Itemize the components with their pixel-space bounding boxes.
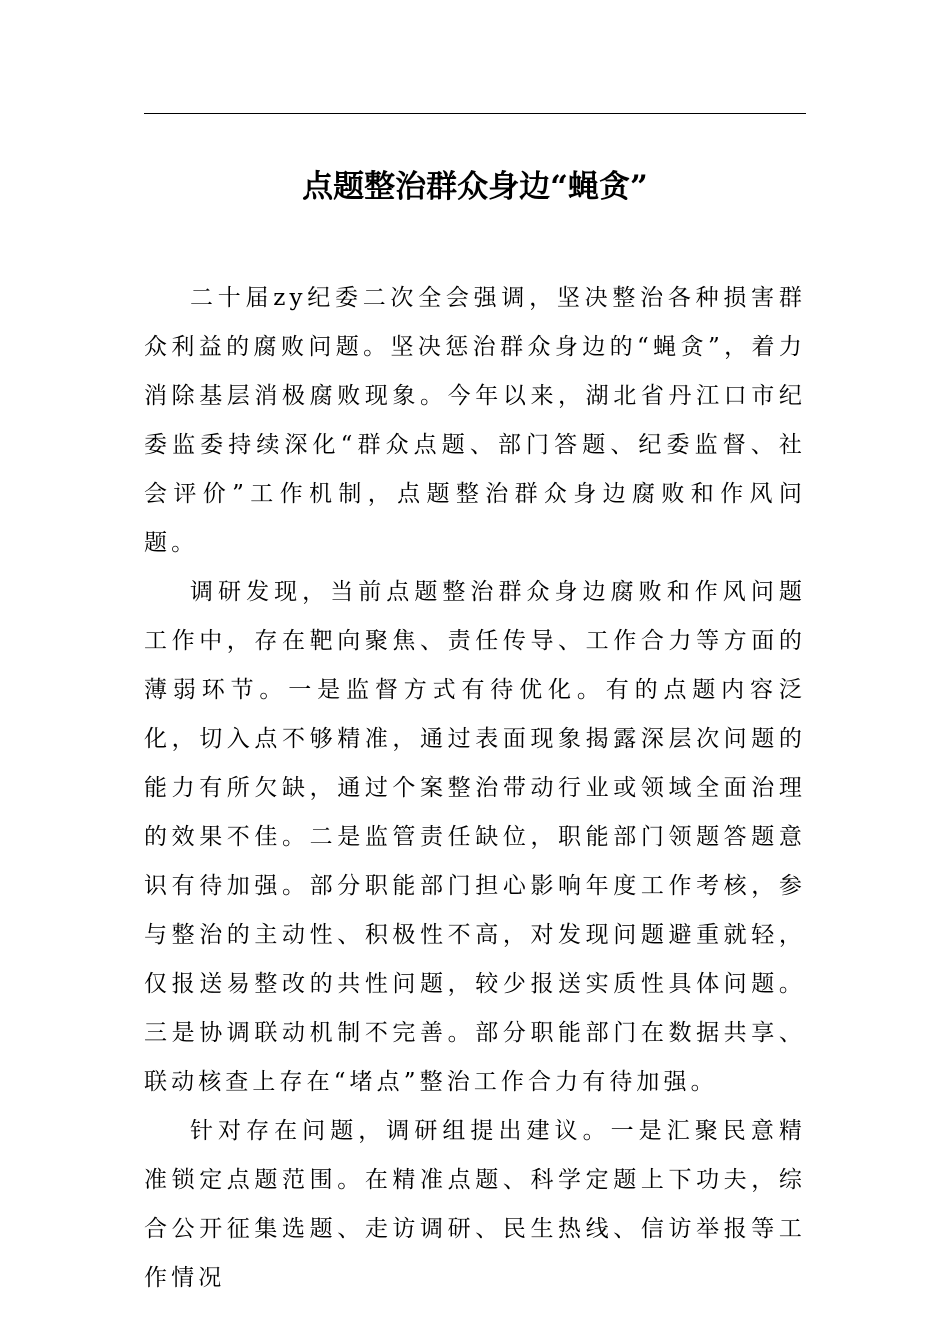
header-rule (144, 113, 806, 114)
document-body (144, 274, 806, 1303)
paragraph-intro: 二十届zy纪委二次全会强调，坚决整治各种损害群众利益的腐败问题。坚决惩治群众身边的“蝇贪”，着力消除基层消极腐败现象。今年以来，湖北省丹江口市纪委监委持续深化“群众点题、部门答题、纪委监督、社会评价”工作机制，点题整治群众身边腐败和作风问题。 (144, 285, 806, 556)
document-title: 点题整治群众身边“蝇贪” (302, 169, 648, 205)
paragraph-suggestions: 针对存在问题，调研组提出建议。一是汇聚民意精准锁定点题范围。在精准点题、科学定题上下功夫，综合公开征集选题、走访调研、民生热线、信访举报等工作情况 (144, 1118, 806, 1291)
paragraph-findings: 调研发现，当前点题整治群众身边腐败和作风问题工作中，存在靶向聚焦、责任传导、工作合力等方面的薄弱环节。一是监督方式有待优化。有的点题内容泛化，切入点不够精准，通过表面现象揭露深层次问题的能力有所欠缺，通过个案整治带动行业或领域全面治理的效果不佳。二是监管责任缺位，职能部门领题答题意识有待加强。部分职能部门担心影响年度工作考核，参与整治的主动性、积极性不高，对发现问题避重就轻，仅报送易整改的共性问题，较少报送实质性具体问题。三是协调联动机制不完善。部分职能部门在数据共享、联动核查上存在“堵点”整治工作合力有待加强。 (144, 579, 806, 1095)
